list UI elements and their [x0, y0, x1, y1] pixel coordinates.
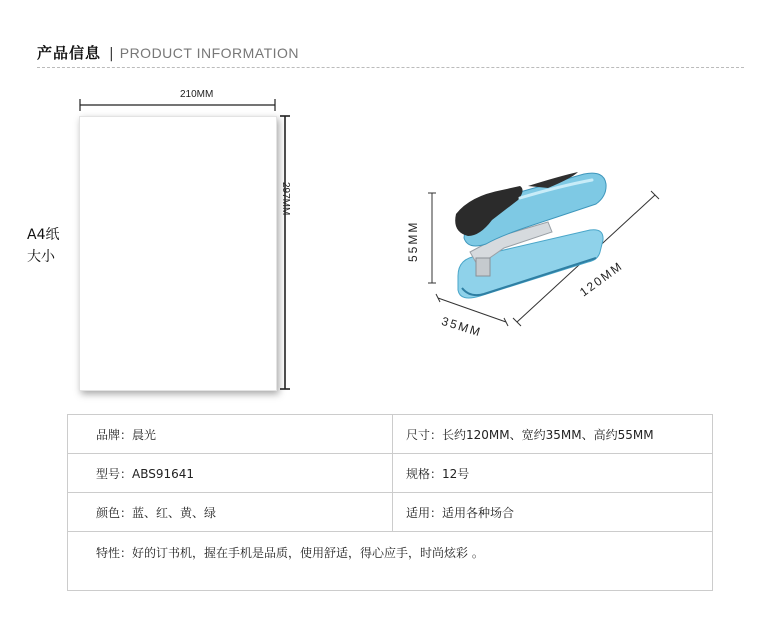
spec-feature: 特性：好的订书机，握在手机是品质，使用舒适，得心应手，时尚炫彩 。 [96, 546, 484, 560]
spec-size: 尺寸：长约120MM、宽约35MM、高约55MM [406, 427, 654, 442]
spec-row [68, 454, 712, 493]
section-title-cn: 产品信息 [37, 44, 102, 62]
title-separator: | [109, 46, 114, 62]
spec-row [68, 415, 712, 454]
stapler-illustration [455, 172, 606, 298]
stapler-length-label: 120MM [577, 258, 626, 300]
spec-table [67, 414, 713, 591]
spec-spec: 规格：12号 [406, 466, 470, 481]
spec-color: 颜色：蓝、红、黄、绿 [68, 493, 393, 531]
spec-usage: 适用：适用各种场合 [406, 505, 515, 520]
paper-width-label: 210MM [180, 89, 214, 100]
paper-label-line2: 大小 [27, 249, 55, 265]
spec-brand: 品牌：晨光 [68, 415, 393, 453]
spec-row [68, 493, 712, 532]
spec-model: 型号：ABS91641 [68, 454, 393, 492]
stapler-height-label: 55MM [406, 220, 420, 262]
section-title-en: PRODUCT INFORMATION [119, 45, 300, 61]
paper-label-line1: A4纸 [27, 227, 60, 243]
stapler-width-label: 35MM [439, 314, 484, 340]
paper-height-label: 297MM [280, 182, 291, 216]
